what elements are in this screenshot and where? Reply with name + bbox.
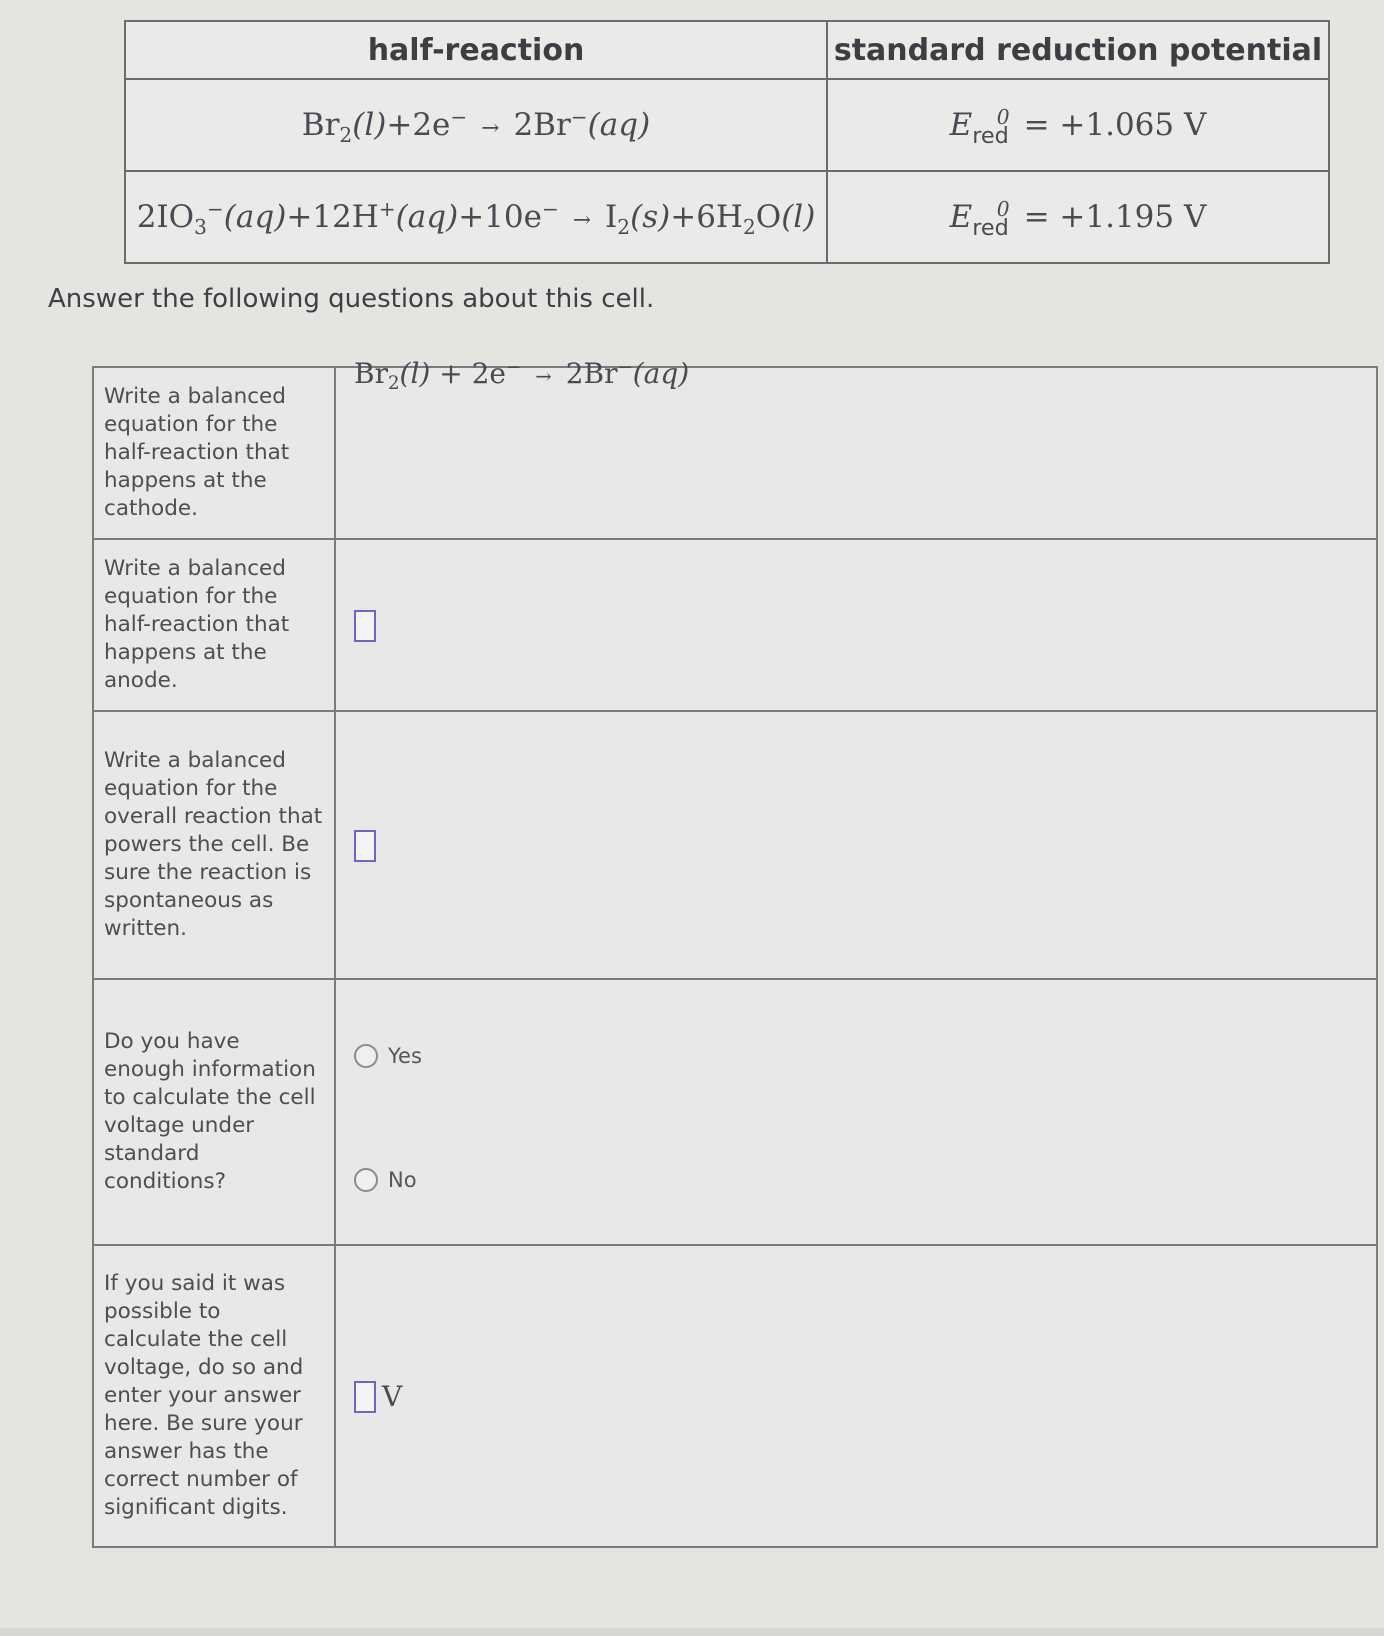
- instructions-text: Answer the following questions about this cell.: [48, 284, 655, 314]
- half-reaction-cell: [125, 171, 827, 263]
- e-symbol: $E_{red}^0$: [949, 104, 1010, 149]
- question-text: Write a balanced equation for the half-reaction that happens at the cathode.: [93, 367, 335, 539]
- formula-token: $Br_2(l)$: [354, 356, 431, 394]
- radio-yes[interactable]: [354, 1044, 422, 1068]
- half-reaction-equation: [301, 104, 651, 148]
- potential-value: = +1.195 V: [1023, 199, 1207, 235]
- formula-token: $Br_2(l)$: [301, 107, 387, 148]
- question-row: [93, 367, 1377, 539]
- radio-no-label: No: [388, 1168, 417, 1192]
- answer-cell: [335, 539, 1377, 711]
- answer-cell: [335, 1245, 1377, 1547]
- answer-cell: [335, 979, 1377, 1245]
- question-row: [93, 1245, 1377, 1547]
- question-text: Write a balanced equation for the half-reaction that happens at the anode.: [93, 539, 335, 711]
- formula-token: 2Br−(aq): [565, 356, 690, 390]
- formula-token: +10e−: [458, 196, 559, 235]
- header-half-reaction: half-reaction: [125, 21, 827, 79]
- reduction-potential: [949, 196, 1207, 241]
- reduction-potential: [949, 104, 1207, 149]
- voltage-unit: V: [382, 1380, 403, 1414]
- formula-token: O(l): [755, 199, 816, 235]
- formula-token: $I_2(s)$: [605, 199, 671, 240]
- reaction-arrow-icon: →: [572, 208, 592, 233]
- enough-info-radio-group: [354, 992, 1376, 1232]
- formula-token: 2Br−(aq): [513, 104, 651, 143]
- answer-cell: [335, 711, 1377, 979]
- question-row: [93, 711, 1377, 979]
- half-reaction-cell: [125, 79, 827, 171]
- radio-circle-icon[interactable]: [354, 1168, 378, 1192]
- reaction-arrow-icon: →: [535, 364, 552, 388]
- half-reaction-table: [124, 20, 1330, 264]
- cathode-equation-answer: [354, 356, 690, 394]
- radio-no[interactable]: [354, 1168, 417, 1192]
- reaction-arrow-icon: →: [481, 116, 500, 141]
- radio-circle-icon[interactable]: [354, 1044, 378, 1068]
- potential-cell: [827, 79, 1329, 171]
- answer-cell: [335, 356, 1377, 539]
- question-row: [93, 979, 1377, 1245]
- question-text: Do you have enough information to calculate the cell voltage under standard conditions?: [93, 979, 335, 1245]
- formula-token: $2IO_3^-(aq)$: [136, 196, 287, 240]
- question-text: Write a balanced equation for the overall reaction that powers the cell. Be sure the reaction is spontaneous as written.: [93, 711, 335, 979]
- half-reaction-equation: [136, 196, 816, 240]
- formula-token: $+6H_2$: [670, 199, 756, 240]
- overall-equation-input[interactable]: [354, 830, 376, 862]
- header-standard-reduction-potential: standard reduction potential: [827, 21, 1329, 79]
- formula-token: + 2e−: [430, 356, 522, 390]
- question-row: [93, 539, 1377, 711]
- potential-value: = +1.065 V: [1023, 107, 1207, 143]
- radio-yes-label: Yes: [388, 1044, 422, 1068]
- cell-voltage-input[interactable]: [354, 1381, 376, 1413]
- questions-table: [92, 356, 1378, 1548]
- question-text: If you said it was possible to calculate the cell voltage, do so and enter your answer here. Be sure your answer has the correct number of significant digits.: [93, 1245, 335, 1547]
- formula-token: +12H+(aq): [286, 196, 459, 235]
- potential-cell: [827, 171, 1329, 263]
- formula-token: +2e−: [386, 104, 468, 143]
- e-symbol: $E_{red}^0$: [949, 196, 1010, 241]
- anode-equation-input[interactable]: [354, 610, 376, 642]
